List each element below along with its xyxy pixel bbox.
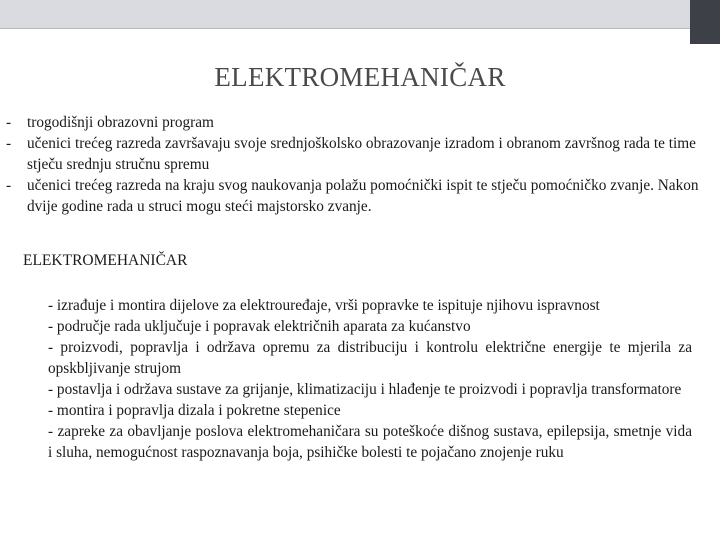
slide-header-bar bbox=[0, 0, 720, 44]
intro-item-text: učenici trećeg razreda završavaju svoje srednjoškolsko obrazovanje izradom i obranom završnog rada te time stječu srednju stručnu spremu bbox=[27, 135, 696, 173]
intro-item-dash: - bbox=[6, 135, 12, 152]
slide-title: ELEKTROMEHANIČAR bbox=[214, 62, 506, 92]
detail-item: - područje rada uključuje i popravak električnih aparata za kućanstvo bbox=[48, 318, 471, 335]
header-divider bbox=[0, 28, 690, 29]
intro-item bbox=[6, 112, 706, 133]
intro-item-dash: - bbox=[6, 177, 12, 194]
header-corner-block bbox=[690, 0, 720, 44]
detail-item: - izrađuje i montira dijelove za elektrouređaje, vrši popravke te ispituje njihovu ispravnost bbox=[48, 297, 600, 314]
intro-item bbox=[6, 175, 706, 217]
detail-item: - postavlja i održava sustave za grijanje, klimatizaciju i hlađenje te proizvodi i popravlja transformatore bbox=[48, 381, 682, 398]
header-band bbox=[0, 0, 690, 28]
detail-item: - zapreke za obavljanje poslova elektromehaničara su poteškoće dišnog sustava, epilepsija, smetnje vida i sluha, nemogućnost raspoznavanja boja, psihičke bolesti te pojačano znojenje ruku bbox=[48, 423, 692, 461]
intro-item-dash: - bbox=[6, 114, 12, 131]
intro-list bbox=[6, 112, 706, 217]
section-subheading: ELEKTROMEHANIČAR bbox=[23, 252, 188, 269]
intro-item bbox=[6, 133, 706, 175]
detail-item: - montira i popravlja dizala i pokretne stepenice bbox=[48, 402, 341, 419]
intro-item-text: trogodišnji obrazovni program bbox=[27, 114, 214, 131]
detail-list bbox=[48, 295, 692, 463]
detail-item: - proizvodi, popravlja i održava opremu za distribuciju i kontrolu električne energije te mjerila za opskbljivanje strujom bbox=[48, 339, 692, 377]
intro-item-text: učenici trećeg razreda na kraju svog naukovanja polažu pomoćnički ispit te stječu pomoćničko zvanje. Nakon dvije godine rada u struci mogu steći majstorsko zvanje. bbox=[27, 177, 699, 215]
